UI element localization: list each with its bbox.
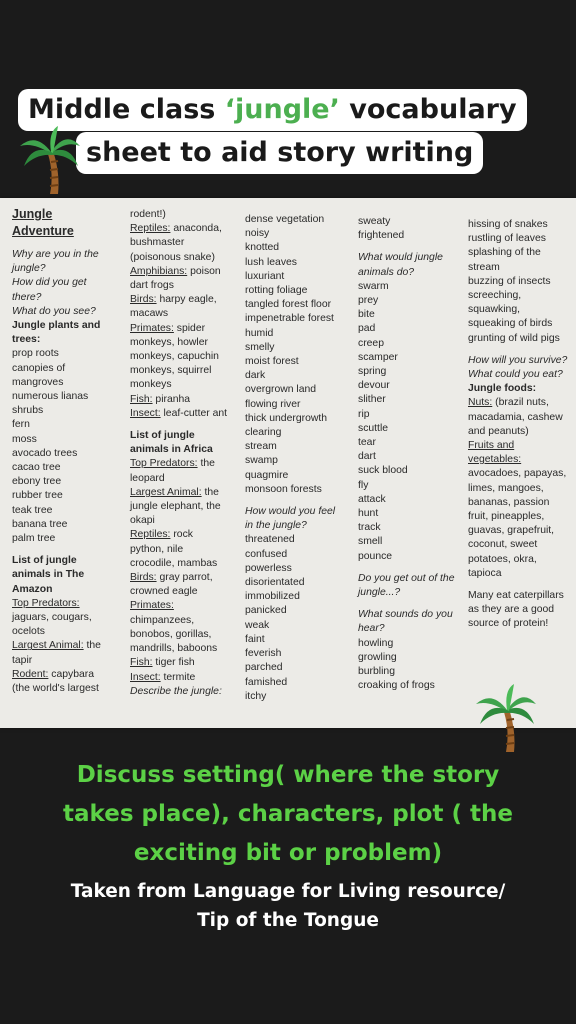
list-item: creep [358,337,384,349]
list-item: okapi [130,515,155,527]
list-item: grunting of wild pigs [468,332,560,344]
list-item: crowned eagle [130,586,198,598]
item-text: tiger fish [152,657,195,669]
list-item: dark [245,370,266,382]
question: How will you survive? [468,354,568,366]
list-item: monkeys, howler [130,336,208,348]
list-item: immobilized [245,591,300,603]
list-item [130,671,227,685]
list-item: moist forest [245,356,299,368]
list-item: swamp [245,455,278,467]
list-item: pounce [358,550,393,562]
question: What sounds do you [358,609,453,621]
list-item [130,293,227,307]
heading: Jungle [12,207,53,221]
list-item: potatoes, okra, [468,553,537,565]
list-item: impenetrable forest [245,313,334,325]
list-item: noisy [245,228,270,240]
list-item: macaws [130,308,169,320]
list-item: growling [358,651,397,663]
list-item: threatened [245,534,295,546]
note-text: Many eat caterpillars [468,590,564,602]
title-area [0,0,576,200]
list-item: famished [245,676,288,688]
column-2 [130,208,227,699]
source-credit: Taken from Language for Living resource/ [70,881,506,902]
list-item [130,571,227,585]
list-item: buzzing of insects [468,275,551,287]
list-item: numerous lianas [12,391,89,403]
column-4 [358,215,454,694]
category-label: Top Predators: [130,458,198,470]
item-text: rock [170,529,193,541]
item-text: (brazil nuts, [492,397,549,409]
list-item [130,528,227,542]
caption-line: exciting bit or problem) [133,840,443,866]
category-label: Fish: [130,657,153,669]
list-item: thick undergrowth [245,412,328,424]
list-item: tapir [12,654,33,666]
question: What could you eat? [468,369,563,381]
list-item: powerless [245,562,292,574]
subheading: List of jungle [12,555,77,567]
list-item: monsoon forests [245,483,322,495]
list-item: banana tree [12,518,68,530]
list-item: moss [12,433,37,445]
list-item [130,457,227,471]
list-item: jungle elephant, the [130,501,221,513]
item-text: the [197,458,215,470]
subheading: animals in The [12,569,85,581]
list-item [130,322,227,336]
list-item: bananas, passion [468,496,550,508]
list-item: tangled forest floor [245,299,332,311]
item-text: leaf-cutter ant [160,407,228,419]
item-text: anaconda, [170,223,222,235]
list-item: prop roots [12,348,59,360]
list-item: attack [358,493,386,505]
list-item: frightened [358,230,405,242]
item-text: piranha [152,393,191,405]
subheading: trees: [12,334,41,346]
category-label: Insect: [130,407,161,419]
item-text: termite [160,671,196,683]
question: Why are you in the [12,249,99,260]
title-line-2: sheet to aid story writing [76,132,483,174]
list-item: hunt [358,508,379,520]
question: What do you see? [12,305,96,317]
list-item: confused [245,548,288,560]
list-item: chimpanzees, [130,614,195,626]
item-text: spider [173,322,206,334]
vocabulary-sheet [0,198,576,728]
title-line-1 [18,89,527,131]
list-item: (the world's largest [12,683,99,695]
list-item: bite [358,309,375,321]
list-item: fly [358,479,369,491]
list-item: macadamia, cashew [468,411,563,423]
subheading: List of jungle [130,430,195,442]
list-item: tear [358,437,376,449]
list-item [468,396,567,410]
list-item: overgrown land [245,384,317,396]
heading: Adventure [12,224,74,238]
list-item: monkeys, squirrel [130,365,212,377]
list-item: stream [245,441,277,453]
list-item: disorientated [245,577,305,589]
list-item: fern [12,419,30,431]
list-item: fruit, pineapples, [468,511,545,523]
list-item: monkeys, capuchin [130,351,219,363]
list-item: ebony tree [12,476,62,488]
list-item: guavas, grapefruit, [468,525,555,537]
list-item [12,639,101,653]
list-item: teak tree [12,504,53,516]
caption-line: takes place), characters, plot ( the [63,801,513,827]
category-label: Fish: [130,393,153,405]
list-item: scamper [358,351,398,363]
title-text: vocabulary [339,94,517,125]
list-item: leopard [130,472,165,484]
item-text: capybara [48,668,95,680]
list-item: faint [245,633,265,645]
item-text: gray parrot, [156,572,213,584]
item-text: harpy eagle, [156,294,217,306]
category-label: Largest Animal: [130,486,202,498]
list-item: dart [358,451,376,463]
list-item: cacao tree [12,462,61,474]
category-label: Reptiles: [130,223,171,235]
subheading: Jungle plants and [12,320,101,332]
subheading: Jungle foods: [468,383,537,395]
category-label: Reptiles: [130,529,171,541]
list-item: prey [358,295,379,307]
list-item: flowing river [245,398,301,410]
column-1 [12,206,101,696]
list-item: and peanuts) [468,425,529,437]
list-item [130,486,227,500]
list-item: avocado trees [12,447,78,459]
item-text: poison [187,265,221,277]
list-item [130,393,227,407]
list-item: squawking, [468,304,520,316]
question: in the jungle? [245,520,307,532]
list-item: monkeys [130,379,172,391]
list-item: rustling of leaves [468,233,546,245]
note-text: as they are a good [468,604,555,616]
list-item: croaking of frogs [358,680,435,692]
list-item: swarm [358,280,389,292]
list-item: rubber tree [12,490,63,502]
list-item: mangroves [12,376,64,388]
list-item: lush leaves [245,256,297,268]
list-item: knotted [245,242,280,254]
list-item: crocodile, mambas [130,557,218,569]
list-item: howling [358,637,394,649]
title-highlight: ‘jungle’ [224,94,340,125]
palm-tree-icon [474,682,538,754]
list-item: feverish [245,648,282,660]
list-item: hissing of snakes [468,219,548,230]
question: How did you get [12,277,87,289]
subheading: animals in Africa [130,444,213,456]
category-label: Largest Animal: [12,640,84,652]
list-item: scuttle [358,422,389,434]
footer-captions [0,756,576,935]
question: How would you feel [245,506,336,518]
list-item: slither [358,394,386,406]
list-item: smell [358,536,383,548]
category-label: Amphibians: [130,265,188,277]
list-item: avocadoes, papayas, [468,468,567,480]
category-label: Primates: [130,600,174,612]
list-item: canopies of [12,362,66,374]
list-item: sweaty [358,216,391,227]
list-item: rotting foliage [245,285,308,297]
column-5 [468,218,567,632]
category-label: Insect: [130,671,161,683]
list-item: pad [358,323,376,335]
list-item: quagmire [245,469,289,481]
list-item: stream [468,261,500,273]
list-item: python, nile [130,543,184,555]
list-item [130,407,227,421]
list-item: coconut, sweet [468,539,538,551]
list-item: (poisonous snake) [130,251,215,263]
category-label: vegetables: [468,454,522,466]
list-item: burbling [358,666,395,678]
question: there? [12,291,42,303]
list-item: palm tree [12,533,56,545]
list-item [12,668,101,682]
list-item [130,222,227,236]
list-item: jaguars, cougars, [12,612,92,624]
palm-tree-icon [18,124,82,196]
list-item: parched [245,662,283,674]
list-item: splashing of the [468,247,541,259]
list-item: bushmaster [130,237,185,249]
list-item: tapioca [468,567,502,579]
list-item: spring [358,366,387,378]
column-3 [245,213,335,704]
list-item: ocelots [12,626,45,638]
category-label: Fruits and [468,440,515,452]
question: hear? [358,623,385,635]
list-item: devour [358,380,390,392]
list-item: dense vegetation [245,214,325,225]
list-item: smelly [245,341,275,353]
question: Do you get out of the [358,572,455,584]
list-item: rodent!) [130,209,166,220]
title-text: Middle class [28,94,225,125]
list-item: itchy [245,690,267,702]
list-item [130,656,227,670]
list-item: screeching, [468,290,522,302]
list-item: limes, mangoes, [468,482,544,494]
list-item: suck blood [358,465,408,477]
category-label: Birds: [130,294,157,306]
category-label: Primates: [130,322,174,334]
subheading: Amazon [12,583,53,595]
list-item: mandrills, baboons [130,643,218,655]
category-label: Nuts: [468,397,493,409]
list-item: shrubs [12,405,44,417]
question: jungle...? [358,587,401,599]
note-text: source of protein! [468,618,549,630]
question: animals do? [358,266,415,278]
list-item [130,265,227,279]
list-item: bonobos, gorillas, [130,628,212,640]
item-text: the [201,486,219,498]
list-item: rip [358,408,370,420]
question: jungle? [12,263,46,275]
category-label: Rodent: [12,668,49,680]
question: Describe the jungle: [130,685,222,697]
list-item: luxuriant [245,270,285,282]
list-item: squeaking of birds [468,318,553,330]
caption-line: Discuss setting( where the story [76,762,500,788]
source-credit: Tip of the Tongue [197,910,379,931]
list-item: track [358,522,381,534]
category-label: Birds: [130,572,157,584]
list-item: humid [245,327,274,339]
list-item: clearing [245,427,282,439]
category-label: Top Predators: [12,597,80,609]
list-item: weak [245,619,270,631]
question: What would jungle [358,252,443,264]
list-item: panicked [245,605,287,617]
list-item: dart frogs [130,280,174,292]
item-text: the [83,640,101,652]
